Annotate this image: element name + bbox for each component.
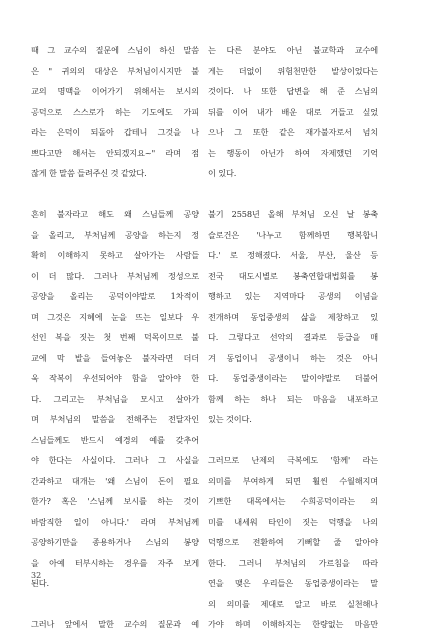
paragraph (31, 204, 199, 594)
paragraph (31, 614, 199, 635)
paragraph (208, 204, 378, 430)
text-line: 확히 이해하지 못하고 살아가는 사람들 (31, 250, 199, 260)
paragraph (208, 450, 378, 635)
paragraph (31, 40, 199, 184)
text-line: 전개하며 동업중생의 삶을 제창하고 있 (208, 311, 378, 322)
text-line: 쁘다고만 해서는 안되겠지요~" 라며 점 (31, 147, 199, 158)
text-line: 공양하기만을 종용하거나 스님의 봉양 (31, 537, 199, 547)
text-line: 며 부처님의 말씀을 전해주는 전달자인 (31, 414, 199, 424)
text-line: 스님들께도 반드시 예경의 예를 갖추어 (31, 434, 199, 445)
text-line: 이 더 많다. 그러나 부처님께 정성으로 (31, 270, 199, 281)
text-line: 덕행으로 전환하여 기뻐할 줄 알아야 (208, 537, 378, 547)
text-line: 공양을 올리는 공덕이야말로 1차적이 (31, 291, 199, 301)
text-line: 라는 은덕이 되돌아 갑테니 그것을 나 (31, 127, 199, 137)
text-line: 잖게 한 말씀 들려주신 것 같았다. (31, 168, 147, 178)
text-line: 는 행동이 아닌가 하여 자제했던 기억 (208, 147, 378, 158)
text-line: 그러므로 난제의 극복에도 '함께' 라는 (208, 455, 378, 465)
text-line: 불기 2558년 올해 부처님 오신 날 봉축 (208, 209, 378, 219)
text-line: 흔히 불자라고 해도 왜 스님들께 공양 (31, 209, 199, 219)
left-column (31, 40, 199, 635)
text-line: 전국 대도시별로 봉축연합대법회를 봉 (208, 270, 378, 281)
text-line: 이 있다. (208, 168, 237, 178)
paragraph-gap (208, 184, 378, 205)
text-line: 한가? 혹은 '스님께 보시를 하는 것이 (31, 496, 199, 506)
text-line: 다.' 로 정해졌다. 서울, 부산, 울산 등 (208, 250, 378, 260)
text-line: 다. 그렇다고 선악의 결과로 등급을 매 (208, 332, 378, 342)
text-line: 미를 내세워 타인이 짓는 덕행을 나의 (208, 516, 378, 527)
text-line: 을 올리고, 부처님께 공양을 하는지 정 (31, 229, 199, 240)
text-line: 기쁘한 대목에서는 수희공덕이라는 의 (208, 496, 378, 506)
text-line: 행하고 있는 지역마다 공생의 이념을 (208, 291, 378, 301)
text-line: 연을 맺은 우리들은 동업중생이라는 말 (208, 578, 378, 588)
text-line: 가야 하며 이해하지는 한량없는 마음만 (208, 619, 378, 629)
page-number: 32 (31, 571, 42, 580)
text-line: 며 그것은 지혜에 눈을 뜨는 일보다 우 (31, 311, 199, 322)
text-line: 겨 동업이니 공생이니 하는 것은 아니 (208, 352, 378, 363)
paragraph-gap (208, 430, 378, 451)
text-line: 을 아예 터부시하는 경우를 자주 보게 (31, 557, 199, 568)
text-line: 슬로건은 '나누고 함께하면 행복합니 (208, 229, 378, 240)
text-line: 는 다른 분야도 아닌 불교학과 교수에 (208, 45, 378, 55)
right-column (208, 40, 378, 635)
text-line: 그러나 앞에서 말한 교수의 질문과 예 (31, 619, 199, 629)
text-line: 선인 복을 짓는 첫 번째 덕목이므로 불 (31, 332, 199, 342)
paragraph-gap (31, 184, 199, 205)
text-line: 의미를 부여하게 되면 훨씬 수월해지며 (208, 475, 378, 486)
text-line: 있는 것이다. (208, 414, 252, 424)
paragraph (208, 40, 378, 184)
text-line: 다. 동업중생이라는 말이야말로 더불어 (208, 373, 378, 383)
text-line: 욱 작복이 우선되어야 함을 알아야 한 (31, 373, 199, 383)
text-line: 게는 더없이 위험천만한 발상이었다는 (208, 65, 378, 76)
text-line: 으나 그 또한 같은 재가불자로서 넘치 (208, 127, 378, 137)
text-line: 야 한다는 사실이다. 그러나 그 사실을 (31, 455, 199, 465)
text-line: 한다. 그러니 부처님의 가르침을 따라 (208, 557, 378, 568)
text-line: 은 " 귀의의 대상은 부처님이시지만 불 (31, 65, 199, 76)
text-line: 함께 하는 하나 되는 마음을 내포하고 (208, 393, 378, 404)
text-line: 때 그 교수의 질문에 스님이 하신 말씀 (31, 45, 199, 55)
text-line: 바람직한 일이 아니다.' 라며 부처님께 (31, 516, 199, 527)
text-line: 교에 막 발을 들여놓은 불자라면 더더 (31, 352, 199, 363)
text-line: 교의 명맥을 이어가기 위해서는 보시의 (31, 86, 199, 96)
text-line: 공덕으로 스스로가 하는 기도에도 가피 (31, 106, 199, 117)
text-line: 된다. (31, 578, 49, 588)
paragraph-gap (31, 594, 199, 615)
text-line: 간과하고 대개는 '왜 스님이 돈이 필요 (31, 475, 199, 486)
text-line: 뒤를 이어 내가 배운 대로 거들고 싶었 (208, 106, 378, 117)
text-line: 의 의미를 제대로 알고 바로 실천해나 (208, 598, 378, 609)
text-line: 다. 그리고는 부처님을 모시고 살아가 (31, 393, 199, 404)
text-line: 것이다. 나 또한 답변을 해 준 스님의 (208, 86, 378, 96)
